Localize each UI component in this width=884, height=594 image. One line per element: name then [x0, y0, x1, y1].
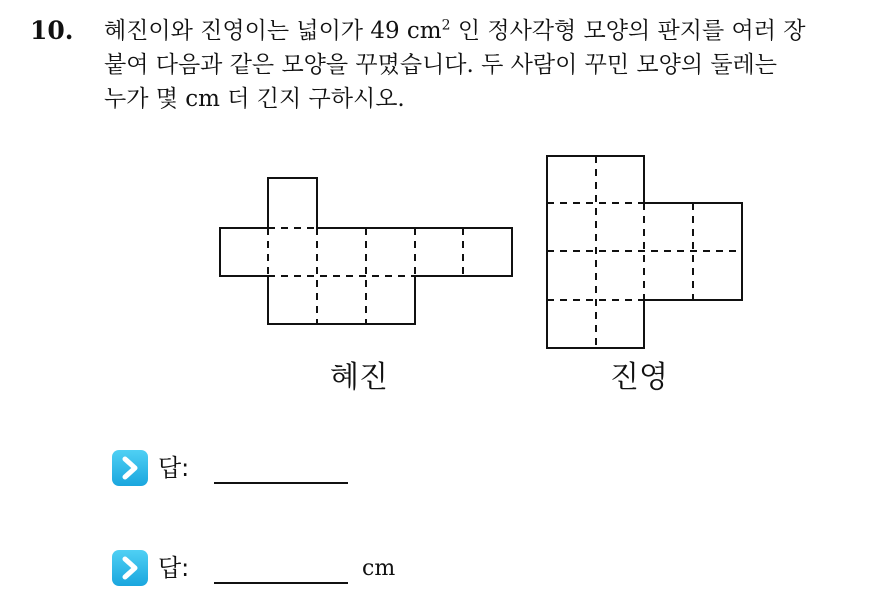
squared-superscript: 2	[441, 17, 451, 34]
question-line-2: 붙여 다음과 같은 모양을 꾸몄습니다. 두 사람이 꾸민 모양의 둘레는	[104, 52, 777, 78]
question-line-3: 누가 몇 cm 더 긴지 구하시오.	[104, 86, 405, 112]
answer-label-2: 답:	[158, 554, 190, 582]
arrow-right-icon	[112, 450, 148, 486]
arrow-right-icon	[112, 550, 148, 586]
answer-input-1[interactable]	[214, 482, 348, 484]
hyejin-outline	[220, 178, 512, 324]
answer-label-1: 답:	[158, 454, 190, 482]
jinyoung-caption: 진영	[610, 360, 668, 395]
question-line-1-post: 인 정사각형 모양의 판지를 여러 장	[450, 18, 806, 44]
hyejin-shape	[220, 178, 512, 324]
question-number: 10.	[30, 16, 74, 45]
answer-input-2[interactable]	[214, 582, 348, 584]
hyejin-caption: 혜진	[330, 360, 388, 395]
question-line-1-pre: 혜진이와 진영이는 넓이가 49 cm	[104, 18, 442, 44]
answer-unit: cm	[362, 556, 396, 581]
